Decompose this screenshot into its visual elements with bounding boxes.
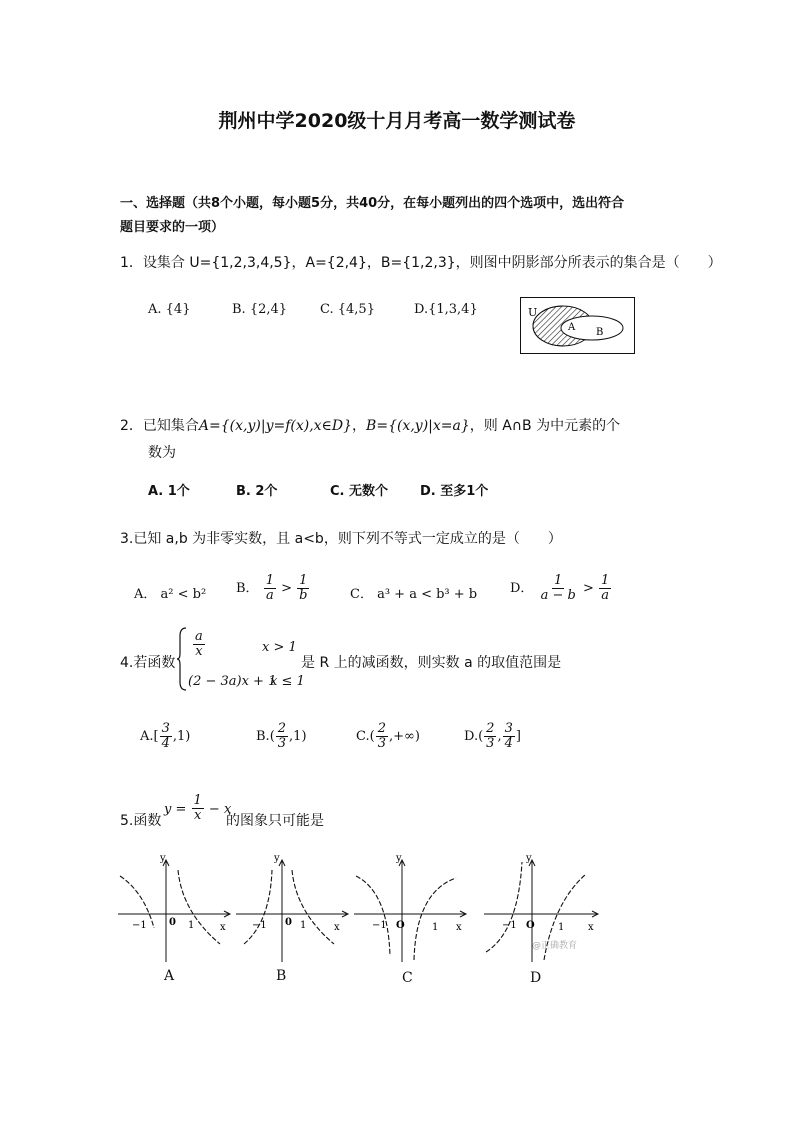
q2-set-b: B={(x,y)|x=a} xyxy=(366,418,470,434)
q2-option-a: A. 1个 xyxy=(148,484,190,499)
q2-option-c: C. 无数个 xyxy=(330,484,389,499)
graph-d-label: D xyxy=(530,970,542,986)
svg-text:O: O xyxy=(526,920,535,931)
graph-c xyxy=(352,852,470,964)
svg-text:x: x xyxy=(334,922,340,933)
svg-text:−1: −1 xyxy=(372,920,387,931)
q2-prefix: 2．已知集合 xyxy=(120,418,199,434)
graph-a xyxy=(116,852,232,964)
graph-d xyxy=(482,852,602,964)
q1-option-c: C. {4,5} xyxy=(320,302,375,317)
q4-option-c: C.( $\frac{2}{3}$ ,+∞) xyxy=(356,721,420,751)
venn-label-b: B xyxy=(596,327,604,338)
q4-option-c-label: C. xyxy=(356,729,370,744)
q2-set-a: A={(x,y)|y=f(x),x∈D} xyxy=(198,418,353,434)
svg-text:0: 0 xyxy=(169,917,176,928)
q4-option-d: D.( $\frac{2}{3}$ , $\frac{3}{4}$ ] xyxy=(464,721,521,751)
q3-option-b-label: B． xyxy=(236,581,259,596)
q4-prefix: 4.若函数 xyxy=(120,655,176,671)
q5-formula: y = $\frac{1}{x}$ − x xyxy=(164,793,232,823)
svg-text:−1: −1 xyxy=(132,920,147,931)
svg-text:y: y xyxy=(526,853,532,864)
graph-b xyxy=(234,852,350,964)
q2-option-b: B. 2个 xyxy=(236,484,278,499)
q4-case1-expr: $\frac{a}{x}$ xyxy=(195,629,203,659)
q1-option-a: A. {4} xyxy=(148,302,191,317)
q2-suffix: ，则 A∩B 为中元素的个 xyxy=(469,418,621,434)
svg-text:y: y xyxy=(160,853,166,864)
venn-diagram xyxy=(520,297,636,355)
q2-line1 xyxy=(120,415,620,435)
q4-case1-cond: x > 1 xyxy=(262,640,297,655)
q4-option-a: A.[ $\frac{3}{4}$ ,1) xyxy=(140,721,191,751)
svg-text:y: y xyxy=(396,853,402,864)
q3-option-c: C． a³ + a < b³ + b xyxy=(350,587,478,602)
q4-case2-cond: x ≤ 1 xyxy=(270,674,305,689)
q3-option-d: D． $\frac{1}{a - b}$ > $\frac{1}{a}$ xyxy=(510,573,610,603)
q4-option-b-label: B. xyxy=(256,729,270,744)
svg-text:y: y xyxy=(274,853,280,864)
q5-suffix: 的图象只可能是 xyxy=(226,813,324,829)
svg-text:O: O xyxy=(396,920,405,931)
watermark: @正确教育 xyxy=(532,941,578,951)
q5-prefix: 5.函数 xyxy=(120,813,162,829)
section-heading-line1: 一、选择题（共8个小题，每小题5分，共40分，在每小题列出的四个选项中，选出符合 xyxy=(120,196,625,211)
svg-text:−1: −1 xyxy=(502,920,517,931)
q2-line2: 数为 xyxy=(148,445,176,461)
graph-c-label: C xyxy=(402,970,413,986)
q3-option-b: B． $\frac{1}{a}$ > $\frac{1}{b}$ xyxy=(236,573,308,603)
section-heading-line2: 题目要求的一项） xyxy=(120,220,225,235)
venn-label-a: A xyxy=(568,322,576,333)
q1-option-d: D.{1,3,4} xyxy=(414,302,478,317)
svg-text:1: 1 xyxy=(558,922,565,933)
venn-label-u: U xyxy=(528,306,538,319)
q4-brace xyxy=(176,626,188,692)
svg-text:x: x xyxy=(456,922,462,933)
q2-option-d: D. 至多1个 xyxy=(420,484,489,499)
svg-text:x: x xyxy=(220,922,226,933)
svg-text:0: 0 xyxy=(285,917,292,928)
q4-option-d-label: D. xyxy=(464,729,479,744)
svg-text:1: 1 xyxy=(188,920,195,931)
graph-b-label: B xyxy=(276,968,287,984)
q4-suffix: 是 R 上的减函数，则实数 a 的取值范围是 xyxy=(301,655,562,671)
q3-option-d-label: D． xyxy=(510,581,534,596)
q1-option-b: B. {2,4} xyxy=(232,302,288,317)
q3-option-a: A． a² < b² xyxy=(134,587,207,602)
q1-text: 1．设集合 U={1,2,3,4,5}，A={2,4}，B={1,2,3}，则图中阴影部分所表示的集合是（ ） xyxy=(120,255,722,271)
q4-option-a-label: A. xyxy=(140,729,154,744)
svg-text:1: 1 xyxy=(432,922,439,933)
svg-text:x: x xyxy=(588,922,594,933)
q4-option-b: B.( $\frac{2}{3}$ ,1) xyxy=(256,721,307,751)
q2-sep: ， xyxy=(352,418,367,434)
svg-text:1: 1 xyxy=(300,920,307,931)
page-title: 荆州中学2020级十月月考高一数学测试卷 xyxy=(218,110,576,132)
svg-text:−1: −1 xyxy=(252,920,267,931)
q4-case2-expr: (2 − 3a)x + 1 xyxy=(188,674,277,689)
graph-a-label: A xyxy=(164,968,175,984)
q3-text: 3.已知 a,b 为非零实数，且 a<b，则下列不等式一定成立的是（ ） xyxy=(120,531,562,547)
